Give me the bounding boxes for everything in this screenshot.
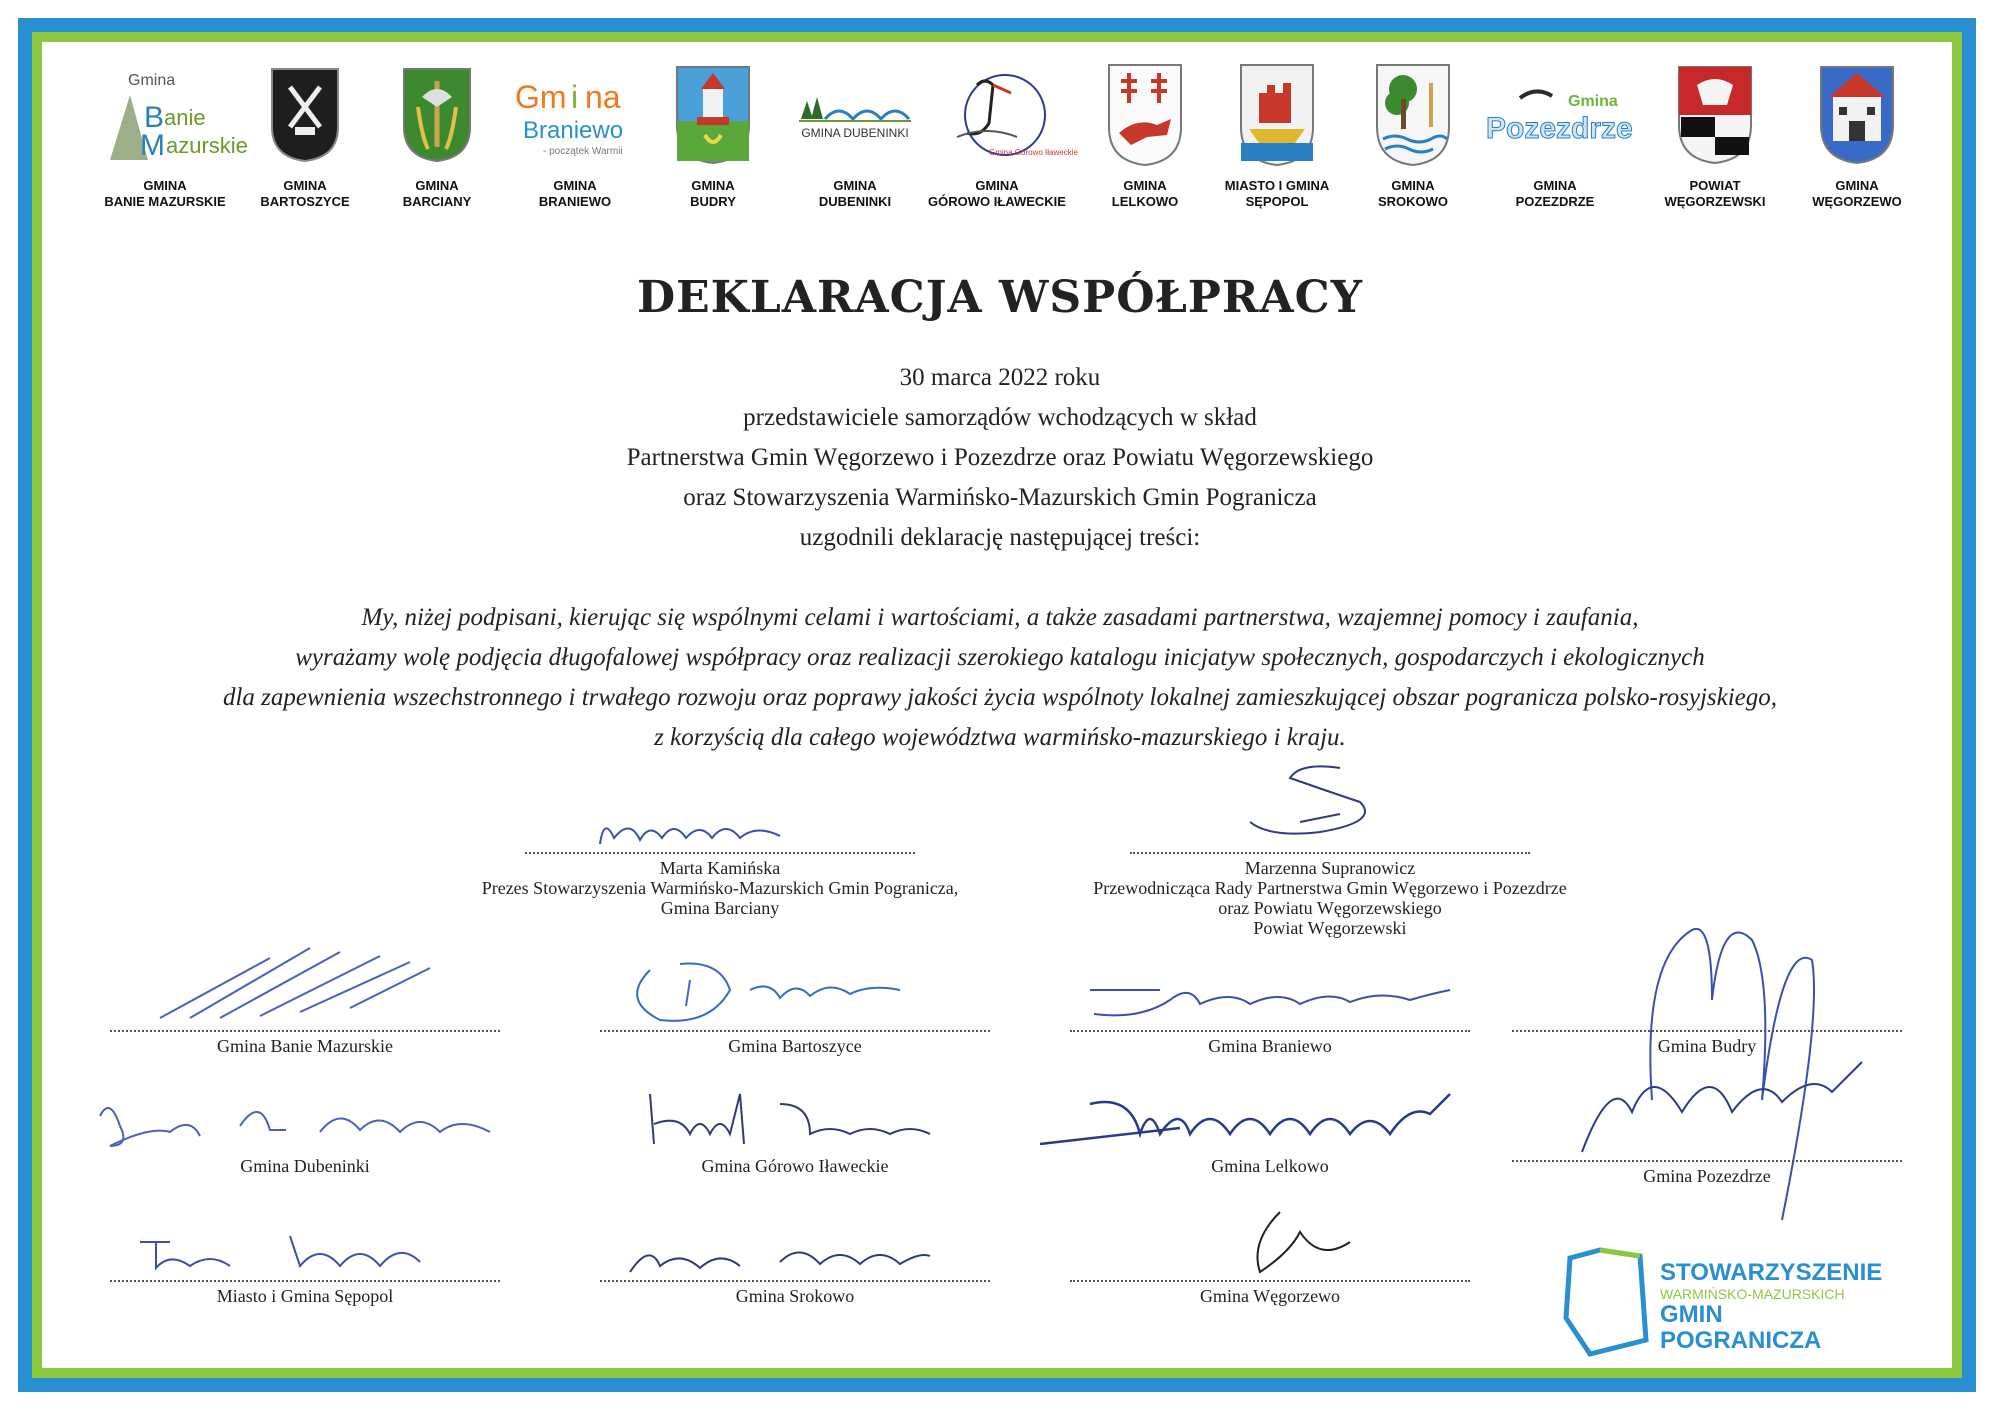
intro-block	[0, 358, 2000, 558]
signatory-role: Prezes Stowarzyszenia Warmińsko-Mazurskich Gmin Pogranicza,	[481, 878, 959, 898]
signature-block-bartoszyce	[600, 1030, 990, 1056]
svg-text:GMINA DUBENINKI: GMINA DUBENINKI	[801, 126, 909, 140]
svg-text:- początek Warmii: - początek Warmii	[543, 146, 623, 157]
dubeninki-mark	[795, 85, 915, 145]
signature-block-pozezdrze	[1512, 1160, 1902, 1186]
body-line: wyrażamy wolę podjęcia długofalowej współpracy oraz realizacji szerokiego katalogu inicjatyw społecznych, gospodarczych i ekologicznych	[295, 644, 1705, 671]
pozezdrze-wordmark	[1480, 80, 1633, 150]
signature-block-wegorzewo	[1070, 1280, 1470, 1306]
signature-block-srokowo	[600, 1280, 990, 1306]
intro-line: oraz Stowarzyszenia Warmińsko-Mazurskich Gmin Pogranicza	[683, 484, 1317, 511]
barciany-crest	[402, 67, 472, 163]
handwritten-signature	[620, 950, 920, 1030]
handwritten-signature	[1080, 970, 1460, 1030]
handwritten-signature	[620, 1232, 940, 1282]
signatory-unit: Gmina Górowo Iławeckie	[701, 1156, 889, 1176]
signatory-unit: Powiat Węgorzewski	[1253, 918, 1407, 938]
signature-block-banie	[110, 1030, 500, 1056]
svg-text:Gmina Górowo Iławeckie: Gmina Górowo Iławeckie	[989, 148, 1078, 157]
logo-pozezdrze	[1480, 60, 1633, 210]
logo-caption: GMINA BANIE MAZURSKIE	[104, 178, 226, 209]
signature-block-braniewo	[1070, 1030, 1470, 1056]
signature-line	[600, 1030, 990, 1032]
signatory-unit: Gmina Bartoszyce	[728, 1036, 862, 1056]
logo-gorowo-ilaweckie	[922, 60, 1078, 210]
sepopol-crest	[1239, 63, 1315, 167]
logo-caption: MIASTO I GMINA SĘPOPOL	[1224, 178, 1330, 209]
signatory-unit: Gmina Lelkowo	[1211, 1156, 1329, 1176]
logo-barciany	[362, 60, 512, 210]
signatory-unit: Gmina Pozezdrze	[1643, 1166, 1771, 1186]
signatory-unit: Gmina Budry	[1657, 1036, 1757, 1056]
logos-row	[60, 60, 1940, 230]
logo-srokowo	[1338, 60, 1488, 210]
signatory-unit: Gmina Braniewo	[1208, 1036, 1332, 1056]
signatory-role: Przewodnicząca Rady Partnerstwa Gmin Węgorzewo i Pozezdrze	[1093, 878, 1567, 898]
logo-sepopol	[1202, 60, 1352, 210]
svg-text:azurskie: azurskie	[166, 133, 248, 158]
logo-caption: GMINA SROKOWO	[1377, 178, 1449, 209]
signatory-unit: Gmina Barciany	[660, 898, 780, 918]
handwritten-signature	[90, 1086, 520, 1166]
svg-text:Gm: Gm	[515, 79, 567, 115]
association-name-line1: STOWARZYSZENIE	[1660, 1259, 1883, 1286]
signature-block-gorowo	[600, 1156, 990, 1176]
svg-text:anie: anie	[164, 105, 206, 130]
association-name-line3: GMIN POGRANICZA	[1660, 1301, 1822, 1354]
logo-caption: GMINA DUBENINKI	[818, 178, 892, 209]
logo-powiat-wegorzewski	[1640, 60, 1790, 210]
signatory-unit: Gmina Dubeninki	[240, 1156, 370, 1176]
logo-caption: POWIAT WĘGORZEWSKI	[1664, 178, 1766, 209]
handwritten-signature	[1230, 762, 1410, 862]
handwritten-signature	[590, 808, 790, 858]
logo-dubeninki	[780, 60, 930, 210]
signatory-unit: Miasto i Gmina Sępopol	[216, 1286, 394, 1306]
body-line: My, niżej podpisani, kierując się wspólnymi celami i wartościami, a także zasadami partnerstwa, wzajemnej pomocy i zaufania,	[361, 604, 1639, 631]
logo-budry	[638, 60, 788, 210]
powiat-crest	[1677, 65, 1753, 165]
logo-bartoszyce	[230, 60, 380, 210]
association-name-line2: WARMIŃSKO-MAZURSKICH	[1660, 1286, 1845, 1302]
intro-date: 30 marca 2022 roku	[899, 364, 1101, 391]
signatory-unit: Gmina Węgorzewo	[1199, 1286, 1341, 1306]
logo-caption: GMINA BRANIEWO	[538, 178, 612, 209]
signatory-unit: Gmina Srokowo	[735, 1286, 855, 1306]
wegorzewo-crest	[1819, 65, 1895, 165]
svg-text:i: i	[571, 79, 579, 115]
intro-line: przedstawiciele samorządów wchodzących w skład	[743, 404, 1257, 431]
logo-banie-mazurskie	[90, 60, 248, 210]
handwritten-signature	[150, 938, 450, 1028]
signature-line	[110, 1030, 500, 1032]
association-logo	[1560, 1248, 1890, 1358]
banie-mazurskie-emblem	[90, 65, 248, 165]
logo-caption: GMINA LELKOWO	[1111, 178, 1179, 209]
svg-text:Gmina: Gmina	[1568, 93, 1618, 110]
logo-caption: GMINA BARTOSZYCE	[260, 178, 350, 209]
logo-caption: GMINA POZEZDRZE	[1515, 178, 1595, 209]
bartoszyce-crest	[270, 67, 340, 163]
svg-text:Gmina: Gmina	[128, 72, 176, 89]
signatory-role: oraz Powiatu Węgorzewskiego	[1218, 898, 1442, 918]
body-line: dla zapewnienia wszechstronnego i trwałego rozwoju oraz poprawy jakości życia wspólnoty lokalnej zamieszkującej obszar pogranicza polsko-rosyjskiego,	[222, 684, 1778, 711]
lelkowo-crest	[1107, 63, 1183, 167]
logo-caption: GMINA BARCIANY	[402, 178, 472, 209]
signatory-name: Marta Kamińska	[659, 858, 781, 878]
svg-text:na: na	[585, 79, 621, 115]
handwritten-signature	[130, 1222, 430, 1282]
signature-block-dubeninki	[110, 1156, 500, 1176]
handwritten-signature	[1572, 1052, 1872, 1162]
svg-text:Pozezdrze: Pozezdrze	[1486, 112, 1633, 145]
signatory-name: Marzenna Supranowicz	[1244, 858, 1416, 878]
signature-block-lelkowo	[1070, 1156, 1470, 1176]
svg-text:M: M	[140, 129, 165, 162]
logo-caption: GMINA WĘGORZEWO	[1812, 178, 1902, 209]
declaration-body	[80, 598, 1920, 758]
handwritten-signature	[1030, 1084, 1470, 1164]
stork-logo	[937, 67, 1078, 163]
logo-caption: GMINA BUDRY	[690, 178, 736, 209]
srokowo-crest	[1375, 63, 1451, 167]
signature-block-kaminska	[440, 852, 1000, 918]
intro-line: Partnerstwa Gmin Węgorzewo i Pozezdrze oraz Powiatu Węgorzewskiego	[626, 444, 1374, 471]
logo-wegorzewo	[1782, 60, 1932, 210]
svg-text:Braniewo: Braniewo	[523, 117, 624, 144]
association-emblem	[1560, 1248, 1650, 1358]
handwritten-signature	[1220, 1202, 1380, 1282]
logo-lelkowo	[1070, 60, 1220, 210]
svg-text:B: B	[144, 101, 165, 134]
logo-braniewo	[500, 60, 650, 210]
intro-line: uzgodnili deklarację następującej treści:	[799, 524, 1201, 551]
signature-block-sepopol	[110, 1280, 500, 1306]
signatory-unit: Gmina Banie Mazurskie	[217, 1036, 393, 1056]
document-title: DEKLARACJA WSPÓŁPRACY	[636, 272, 1364, 323]
handwritten-signature	[640, 1084, 940, 1164]
logo-caption: GMINA GÓROWO IŁAWECKIE	[928, 178, 1066, 209]
signature-block-supranowicz	[1050, 852, 1610, 938]
budry-crest	[675, 65, 751, 165]
body-line: z korzyścią dla całego województwa warmińsko-mazurskiego i kraju.	[654, 724, 1346, 751]
signature-line	[1070, 1030, 1470, 1032]
braniewo-wordmark	[505, 70, 645, 160]
